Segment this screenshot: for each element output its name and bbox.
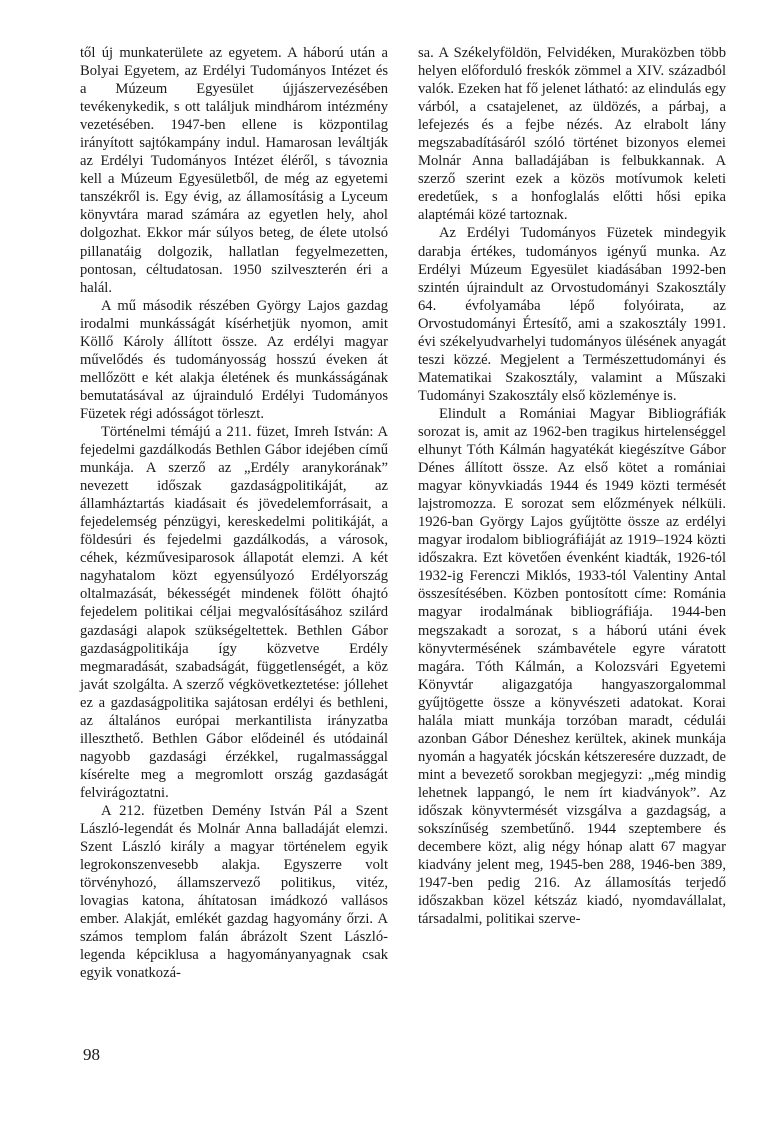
paragraph: sa. A Székelyföldön, Felvidéken, Muraközben több helyen előforduló freskók zömmel a XIV. századból valók. Ezeken hat fő jelenet látható: az elindulás egy várból, a csatajelenet, az üldözés, a párbaj, a lefejezés és a fejbe nézés. Az elrabolt lány megszabadításáról szóló történet bizonyos elemei Molnár Anna balladájában is felbukkannak. A szerző szerint ezek a közös motívumok keleti eredetűek, s a honfoglalás előtti hősi epika alaptémái közé tartoznak. xyxy=(418,45,726,224)
paragraph: Az Erdélyi Tudományos Füzetek mindegyik darabja értékes, tudományos igényű munka. Az Erdélyi Múzeum Egyesület kiadásában 1992-ben szintén újraindult az Orvostudományi Szakosztály 64. évfolyamába lépő folyóirata, az Orvostudományi Értesítő, ami a szakosztály 1991. évi székelyudvarhelyi tudományos ülésének anyagát teszi közzé. Megjelent a Természettudományi és Matematikai Szakosztály, valamint a Műszaki Tudományi Szakosztály első közleménye is. xyxy=(418,225,726,404)
paragraph: A mű második részében György Lajos gazdag irodalmi munkásságát kísérhetjük nyomon, amit Köllő Károly állított össze. Az erdélyi magyar művelődés és tudományosság hosszú éveken át mellőzött e két alakja életének és munkásságának bemutatásával az újrainduló Erdélyi Tudományos Füzetek régi adósságot törleszt. xyxy=(80,297,388,422)
left-column xyxy=(80,44,388,982)
paragraph: től új munkaterülete az egyetem. A háború után a Bolyai Egyetem, az Erdélyi Tudományos Intézet és a Múzeum Egyesület újjászervezésében tevékenykedik, s ott találjuk mindhárom intézmény vezetésében. 1947-ben ellene is központilag irányított sajtókampány indul. Hamarosan leváltják az Erdélyi Tudományos Intézet éléről, s távoznia kell a Múzeum Egyesületből, de még az egyetemi tanszékről is. Egy évig, az államosításig a Lyceum könyvtára marad számára az egyetlen hely, ahol dolgozhat. Ekkor már súlyos beteg, de élete utolsó pillanatáig dolgozik, hallatlan fegyelmezetten, pontosan, céltudatosan. 1950 szilveszterén éri a halál. xyxy=(80,45,388,296)
paragraph: Elindult a Romániai Magyar Bibliográfiák sorozat is, amit az 1962-ben tragikus hirtelenséggel elhunyt Tóth Kálmán hagyatékát kiegészítve Gábor Dénes állított össze. Az első kötet a romániai magyar könyvkiadás 1944 és 1949 közti termését lajstromozza. E sorozat sem előzmények nélküli. 1926-ban György Lajos gyűjtötte össze az erdélyi magyar irodalom bibliográfiáját az 1919–1924 közti időszakra. Ezt követően évenként kiadták, 1926-tól 1932-ig Ferenczi Miklós, 1933-tól Valentiny Antal összesítésében. Közben pontosított címe: Románia magyar irodalmának bibliográfiája. 1944-ben megszakadt a sorozat, s a háború utáni évek könyvtermésének számbavétele egyre váratott magára. Tóth Kálmán, a Kolozsvári Egyetemi Könyvtár aligazgatója hangyaszorgalommal gyűjtögette össze a könyvészeti adatokat. Korai halála miatt munkája torzóban maradt, cédulái azonban Gábor Déneshez kerültek, akinek munkája nyomán a hagyaték jócskán kétszeresére duzzadt, de mint a bevezető sorokban megjegyzi: „még mindig lehetnek lappangó, le nem írt kiadványok”. Az időszak könyvtermését vizsgálva a gazdagság, a sokszínűség szembetűnő. 1944 szeptembere és decembere közt, alig négy hónap alatt 67 magyar kiadvány jelent meg, 1945-ben 288, 1946-ben 389, 1947-ben pedig 216. Az államosítás terjedő időszakban közel kétszáz kiadó, nyomdavállalat, társadalmi, politikai szerve- xyxy=(418,405,726,928)
page-number: 98 xyxy=(83,1045,100,1064)
right-column xyxy=(418,44,726,928)
paragraph: Történelmi témájú a 211. füzet, Imreh István: A fejedelmi gazdálkodás Bethlen Gábor idejében című munkája. A szerző az „Erdély aranykorának” nevezett időszak gazdaságpolitikáját, az államháztartás kiadásait és jövedelemforrásait, a fejedelemség pénzügyi, kereskedelmi politikáját, a földesúri és fejedelmi gazdálkodás, a városok, céhek, kézművesiparosok állapotát elemzi. A két nagyhatalom közt egyensúlyozó Erdélyország oltalmazását, békességét mindenek fölött óhajtó fejedelem politikai céljai megvalósításához szilárd gazdasági alapok szükségeltettek. Bethlen Gábor gazdaságpolitikája így közvetve Erdély megmaradását, szabadságát, függetlenségét, a köz javát szolgálta. A szerző végkövetkeztetése: jóllehet ez a gazdaságpolitika sajátosan erdélyi és bethleni, az általános európai merkantilista irányzatba illeszthető. Bethlen Gábor elődeinél és utódainál nagyobb gazdasági érzékkel, rugalmassággal kísérelte meg a megromlott ország gazdaságát felvirágoztatni. xyxy=(80,423,388,801)
paragraph: A 212. füzetben Demény István Pál a Szent László-legendát és Molnár Anna balladáját elemzi. Szent László király a magyar történelem egyik legrokonszenvesebb alakja. Egyszerre volt törvényhozó, államszervező politikus, vitéz, lovagias katona, áhítatosan imádkozó vallásos ember. Alakját, emlékét gazdag hagyomány őrzi. A számos templom falán ábrázolt Szent László-legenda képciklusa a hagyományanyagnak csak egyik vonatkozá- xyxy=(80,802,388,982)
